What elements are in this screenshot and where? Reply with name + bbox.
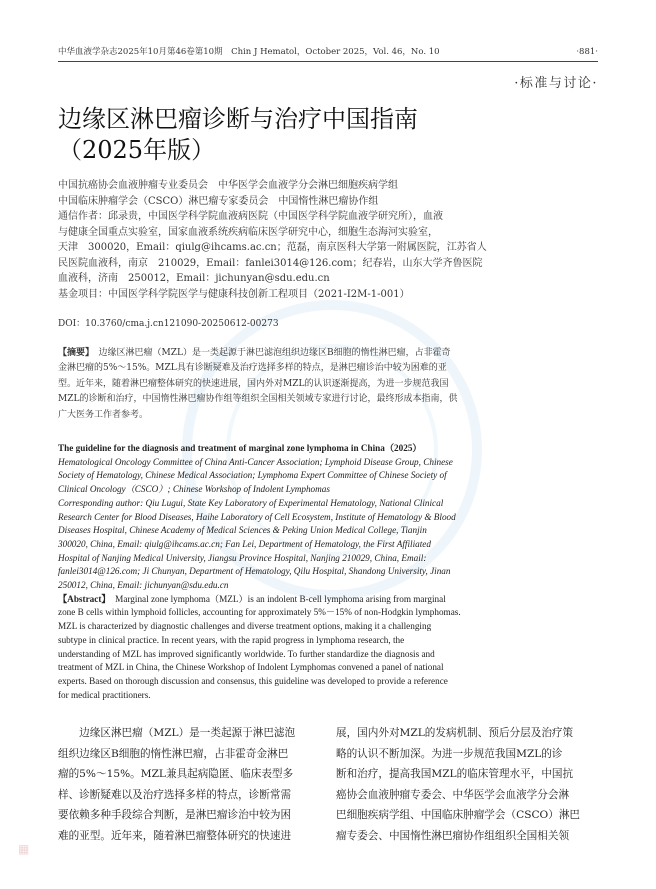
body-line: 略的认识不断加深。为进一步规范我国MZL的诊	[336, 747, 563, 760]
body-line: 瘤的5%～15%。MZL兼具起病隐匿、临床表型多	[58, 768, 294, 780]
body-line: 展，国内外对MZL的发病机制、预后分层及治疗策	[336, 727, 574, 739]
article-title-line-1: 边缘区淋巴瘤诊断与治疗中国指南	[58, 105, 418, 133]
section-label: ·标准与讨论·	[514, 76, 598, 91]
body-column-left	[58, 723, 320, 846]
author-line: 通信作者：邱录贵，中国医学科学院血液病医院（中国医学科学院血液学研究所），血液	[58, 211, 443, 222]
body-line: 癌协会血液肿瘤专委会、中华医学会血液学分会淋	[336, 788, 570, 801]
chinese-abstract-head: 【摘要】	[58, 348, 90, 358]
english-title: The guideline for the diagnosis and treatment of marginal zone lymphoma in China（2025）	[58, 443, 422, 453]
chinese-abstract-line: MZL的诊断和治疗，中国惰性淋巴瘤协作组等组织全国相关领域专家进行讨论，最终形成本指南，供	[58, 394, 458, 405]
author-line: 血液科，济南 250012，Email：jichunyan@sdu.edu.cn	[58, 273, 330, 284]
publisher-logo-mark: ▦	[18, 842, 32, 856]
english-affiliation-line: Hospital of Nanjing Medical University, Jiangsu Province Hospital, Nanjing 210029, China, Email:	[58, 552, 427, 563]
body-line: 难的亚型。近年来，随着淋巴瘤整体研究的快速进	[58, 829, 292, 842]
chinese-abstract-line: 金淋巴瘤的5%～15%。MZL具有诊断疑难及治疗选择多样的特点，是淋巴瘤诊治中较为困难的亚	[58, 363, 447, 374]
english-abstract-line: for medical practitioners.	[58, 689, 151, 700]
english-affiliation-line: 300020, China, Email: qiulg@ihcams.ac.cn; Fan Lei, Department of Hematology, the First Affiliated	[58, 538, 431, 549]
body-line: 瘤专委会、中国惰性淋巴瘤协作组组织全国相关领	[336, 829, 570, 842]
english-abstract-line: experts. Based on thorough discussion and consensus, this guideline was developed to provide a reference	[58, 675, 448, 686]
body-line: 组织边缘区B细胞的惰性淋巴瘤，占非霍奇金淋巴	[58, 747, 289, 760]
body-line: 样、诊断疑难以及治疗选择多样的特点，诊断常需	[58, 788, 292, 801]
english-affiliation-line: Diseases Hospital, Chinese Academy of Medical Sciences & Peking Union Medical College, Tianjin	[58, 525, 427, 536]
body-line: 断和治疗，提高我国MZL的临床管理水平，中国抗	[336, 768, 574, 780]
author-line: 与健康全国重点实验室，国家血液系统疾病临床医学研究中心，细胞生态海河实验室，	[58, 226, 438, 238]
english-abstract-line: MZL is characterized by diagnostic challenges and diverse treatment options, making it a challenging	[58, 621, 432, 632]
authors-block	[58, 178, 598, 302]
english-abstract-line: treatment of MZL in China, the Chinese Workshop of Indolent Lymphomas convened a panel of national	[58, 662, 444, 673]
english-affiliation-line: fanlei3014@126.com; Ji Chunyan, Department of Hematology, Qilu Hospital, Shandong University, Jinan	[58, 566, 451, 577]
english-affiliation-line: Corresponding author: Qiu Lugui, State Key Laboratory of Experimental Hematology, National Clinical	[58, 497, 444, 508]
body-text	[58, 723, 598, 846]
doi: DOI：10.3760/cma.j.cn121090-20250612-00273	[58, 319, 279, 329]
english-affiliation-line: Research Center for Blood Diseases, Haihe Laboratory of Cell Ecosystem, Institute of Hematology & Blood	[58, 511, 456, 522]
page-number: ·881·	[576, 47, 598, 57]
english-affiliation-line: Hematological Oncology Committee of China Anti-Cancer Association; Lymphoid Disease Group, Chinese	[58, 456, 453, 467]
body-line: 边缘区淋巴瘤（MZL）是一类起源于淋巴滤泡	[58, 727, 296, 739]
english-abstract-head: 【Abstract】	[58, 593, 106, 604]
body-line: 要依赖多种手段综合判断，是淋巴瘤诊治中较为困	[58, 809, 292, 821]
chinese-abstract-line: 广大医务工作者参考。	[58, 409, 149, 420]
funding-line: 基金项目：中国医学科学院医学与健康科技创新工程项目（2021-I2M-1-001）	[58, 288, 410, 300]
body-line: 巴细胞疾病学组、中国临床肿瘤学会（CSCO）淋巴	[336, 809, 581, 821]
running-header	[58, 46, 598, 58]
journal-citation: 中华血液学杂志2025年10月第46卷第10期 Chin J Hematol，October 2025，Vol. 46，No. 10	[58, 47, 440, 57]
english-affiliation-line: 250012, China, Email: jichunyan@sdu.edu.cn	[58, 580, 229, 591]
english-abstract-line: zone B cells within lymphoid follicles, accounting for approximately 5%－15% of non-Hodgkin lymphomas.	[58, 607, 461, 618]
english-affiliation-line: Clinical Oncology（CSCO）; Chinese Workshop of Indolent Lymphomas	[58, 484, 330, 495]
english-affiliation-line: Society of Hematology, Chinese Medical Association; Lymphoma Expert Committee of Chinese Society of	[58, 470, 447, 481]
english-abstract-line: Marginal zone lymphoma（MZL）is an indolent B-cell lymphoma arising from marginal	[105, 593, 446, 604]
author-line: 天津 300020，Email：qiulg@ihcams.ac.cn；范磊，南京医科大学第一附属医院，江苏省人	[58, 242, 487, 253]
chinese-abstract-line: 边缘区淋巴瘤（MZL）是一类起源于淋巴滤泡组织边缘区B细胞的惰性淋巴瘤，占非霍奇	[89, 348, 451, 358]
author-line: 中国临床肿瘤学会（CSCO）淋巴瘤专家委员会 中国惰性淋巴瘤协作组	[58, 195, 379, 207]
article-title-line-2: （2025年版）	[58, 136, 216, 164]
header-rule	[58, 61, 598, 62]
body-column-right	[336, 723, 598, 846]
author-line: 中国抗癌协会血液肿瘤专业委员会 中华医学会血液学分会淋巴细胞疾病学组	[58, 180, 398, 191]
chinese-abstract	[58, 346, 598, 423]
english-abstract-line: subtype in clinical practice. In recent years, with the rapid progress in lymphoma research, the	[58, 634, 405, 645]
chinese-abstract-line: 型。近年来，随着淋巴瘤整体研究的快速进展，国内外对MZL的认识逐渐提高，为进一步规范我国	[58, 378, 449, 389]
article-title	[58, 104, 478, 166]
author-line: 民医院血液科，南京 210029，Email：fanlei3014@126.com；纪春岩，山东大学齐鲁医院	[58, 257, 483, 269]
english-abstract-line: understanding of MZL has improved significantly worldwide. To further standardize the diagnosis and	[58, 648, 435, 659]
english-abstract-block	[58, 442, 598, 702]
